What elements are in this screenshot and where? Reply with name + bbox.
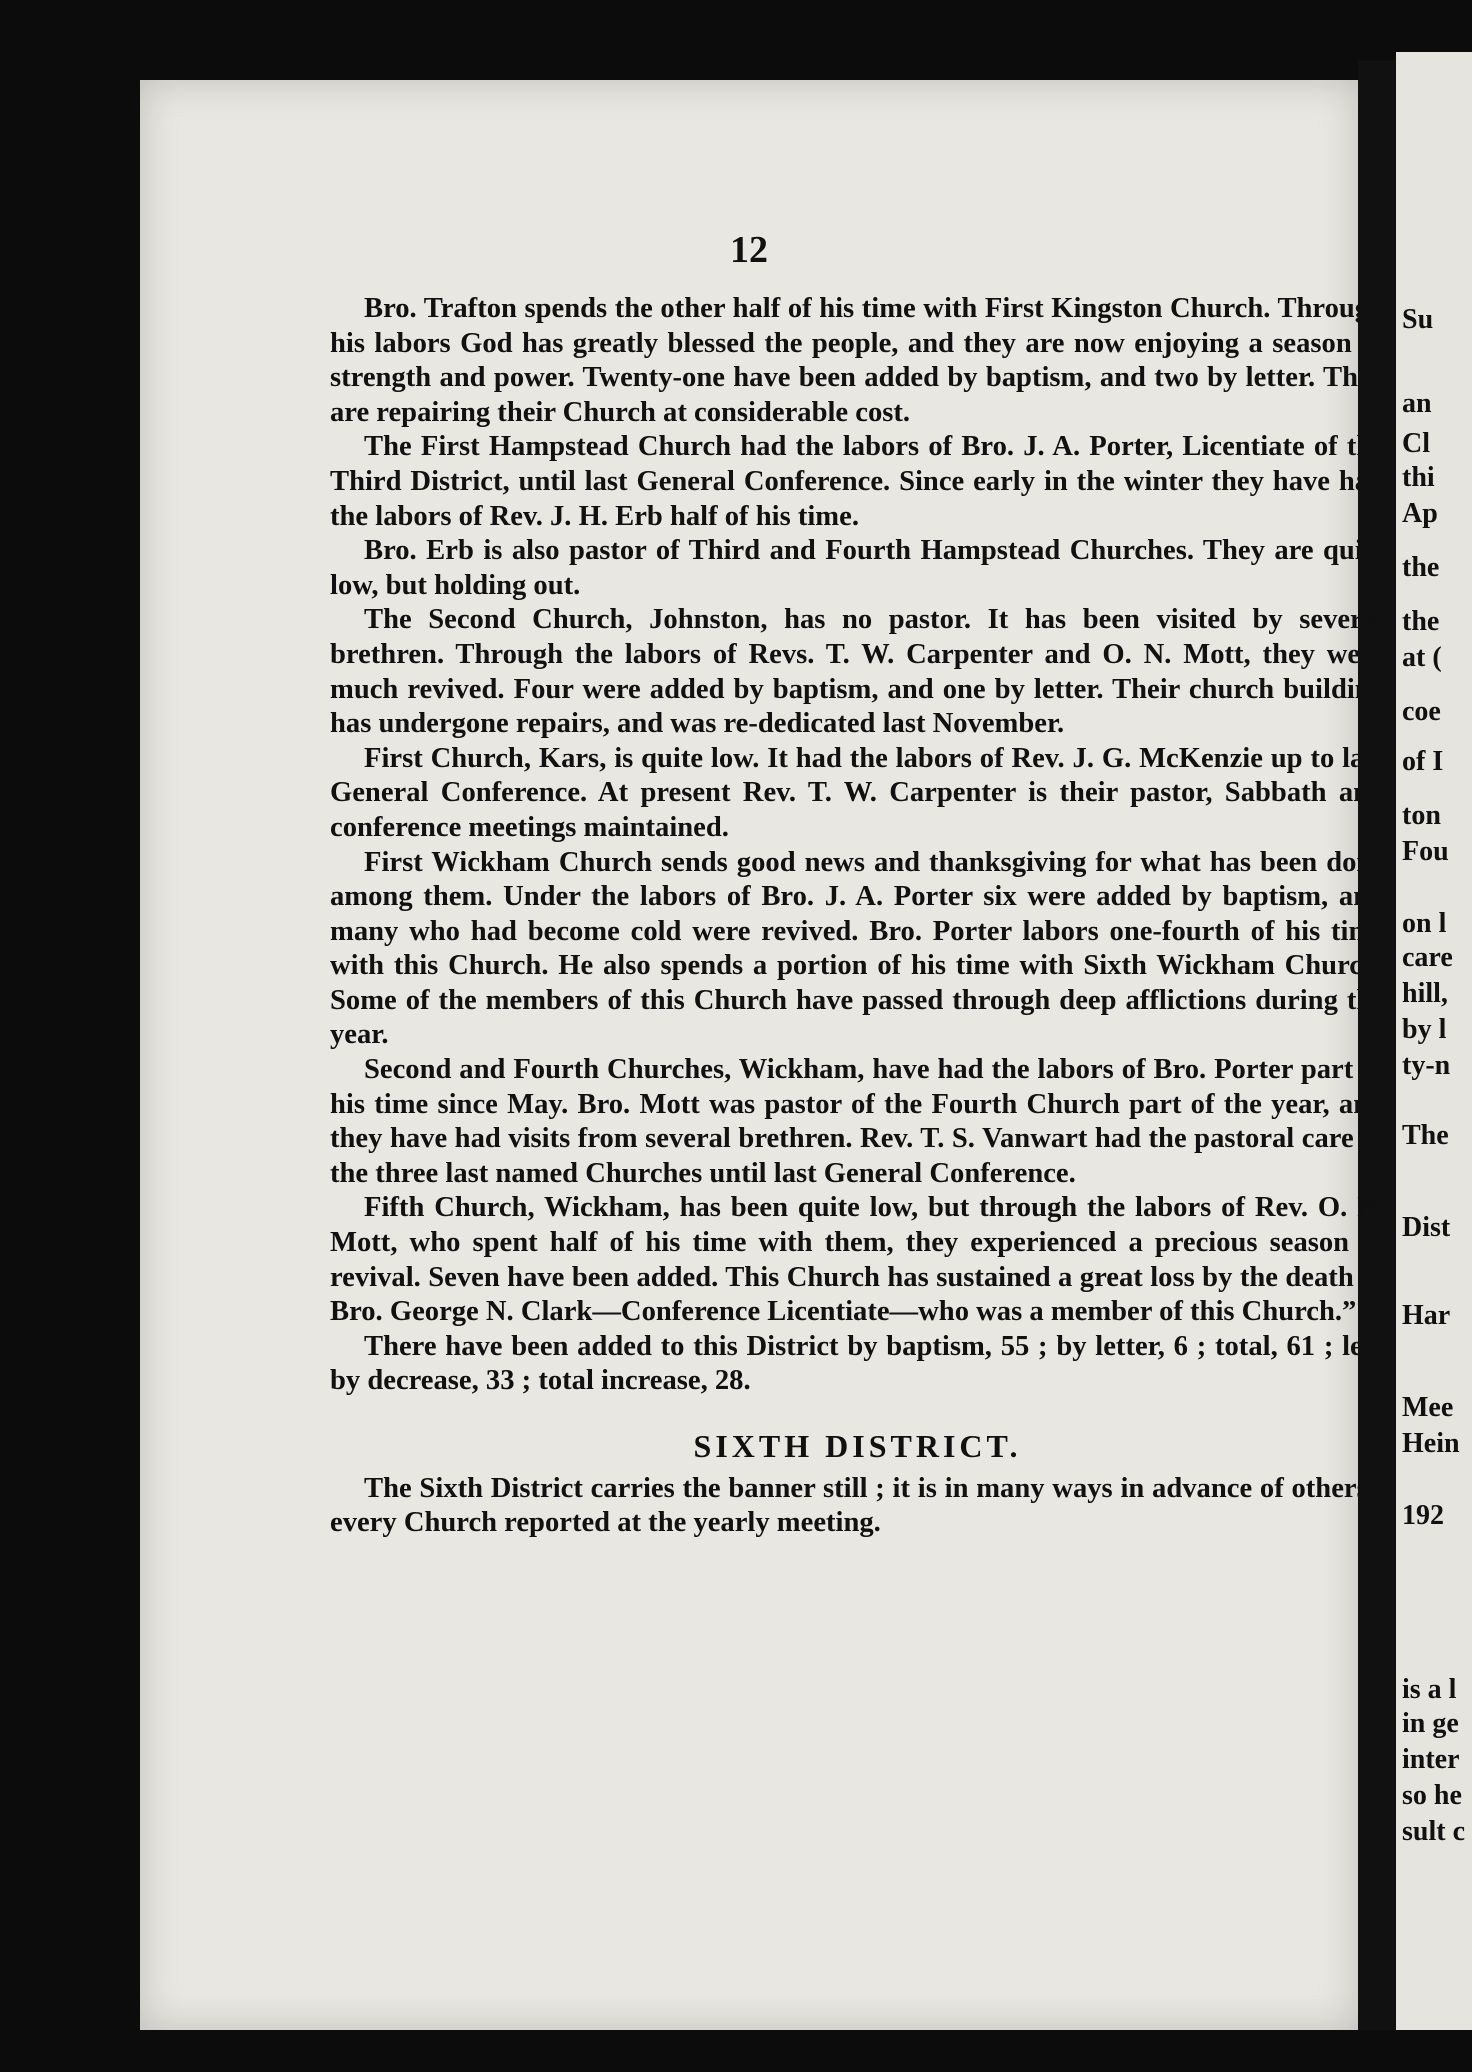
adjacent-fragment: 192 [1402, 1500, 1444, 1531]
adjacent-fragment: sult c [1402, 1816, 1465, 1847]
paragraph: There have been added to this District by baptism, 55 ; by letter, 6 ; total, 61 ; less by decrease, 33 ; total increase, 28. [330, 1330, 1385, 1397]
adjacent-fragment: so he [1402, 1780, 1462, 1811]
adjacent-fragment: Dist [1402, 1212, 1451, 1243]
paragraph: The First Hampstead Church had the labors of Bro. J. A. Porter, Licentiate of the Third District, until last General Conference. Since early in the winter they have had the labors of Rev. J. H. Erb half of his time. [330, 431, 1385, 532]
paragraph: Bro. Trafton spends the other half of his time with First Kingston Church. Through his labors God has greatly blessed the people, and they are now enjoying a season of strength and power. Twenty-one have been added by baptism, and two by letter. They are repairing their Church at considerable cost. [330, 293, 1385, 428]
adjacent-fragment: of I [1402, 746, 1444, 777]
paragraph: Fifth Church, Wickham, has been quite low, but through the labors of Rev. O. N. Mott, who spent half of his time with them, they experienced a precious season of revival. Seven have been added. This Church has sustained a great loss by the death of Bro. George N. Clark—Conference Licentiate—who was a member of this Church.” [330, 1192, 1385, 1328]
adjacent-fragment: inter [1402, 1744, 1460, 1775]
page-body [330, 292, 1385, 1541]
book-page [140, 80, 1385, 2030]
adjacent-fragment: The [1402, 1120, 1449, 1151]
adjacent-fragment: on l [1402, 908, 1447, 939]
adjacent-page [1396, 52, 1472, 2030]
paragraph: The Second Church, Johnston, has no pastor. It has been visited by several brethren. Through the labors of Revs. T. W. Carpenter and O. N. Mott, they were much revived. Four were added by baptism, and one by letter. Their church building has undergone repairs, and was re-dedicated last November. [330, 604, 1385, 740]
adjacent-fragment: the [1402, 552, 1440, 583]
adjacent-fragment: hill, [1402, 978, 1448, 1009]
adjacent-fragment: at ( [1402, 642, 1442, 673]
adjacent-fragment: by l [1402, 1014, 1447, 1045]
adjacent-fragment: coe [1402, 696, 1441, 727]
adjacent-fragment: Mee [1402, 1392, 1454, 1423]
adjacent-fragment: in ge [1402, 1708, 1459, 1739]
adjacent-fragment: care [1402, 942, 1453, 973]
adjacent-fragment: Su [1402, 304, 1434, 335]
adjacent-fragment: ton [1402, 800, 1441, 831]
adjacent-fragment: Cl [1402, 428, 1430, 459]
paragraph: Bro. Erb is also pastor of Third and Fourth Hampstead Churches. They are quite low, but holding out. [330, 535, 1385, 601]
adjacent-fragment: Fou [1402, 836, 1449, 867]
adjacent-fragment: Hein [1402, 1428, 1460, 1459]
paragraph: Second and Fourth Churches, Wickham, have had the labors of Bro. Porter part of his time since May. Bro. Mott was pastor of the Fourth Church part of the year, and they have had visits from several brethren. Rev. T. S. Vanwart had the pastoral care of the three last named Churches until last General Conference. [330, 1054, 1385, 1189]
section-heading: SIXTH DISTRICT. [693, 1428, 1022, 1464]
adjacent-fragment: ty-n [1402, 1050, 1451, 1081]
paragraph: First Church, Kars, is quite low. It had the labors of Rev. J. G. McKenzie up to last General Conference. At present Rev. T. W. Carpenter is their pastor, Sabbath and conference meetings maintained. [330, 742, 1385, 843]
paragraph: The Sixth District carries the banner still ; it is in many ways in advance of others ; every Church reported at the yearly meeting. [330, 1472, 1385, 1539]
adjacent-fragment: the [1402, 606, 1440, 637]
paragraph: First Wickham Church sends good news and thanksgiving for what has been done among them. Under the labors of Bro. J. A. Porter six were added by baptism, and many who had become cold were revived. Bro. Porter labors one-fourth of his time with this Church. He also spends a portion of his time with Sixth Wickham Church. Some of the members of this Church have passed through deep afflictions during the year. [330, 846, 1385, 1051]
adjacent-fragment: an [1402, 388, 1432, 419]
adjacent-fragment: Har [1402, 1300, 1451, 1331]
adjacent-fragment: thi [1402, 462, 1435, 493]
adjacent-fragment: Ap [1402, 498, 1438, 529]
adjacent-fragment: is a l [1402, 1674, 1457, 1705]
page-number: 12 [730, 229, 768, 271]
